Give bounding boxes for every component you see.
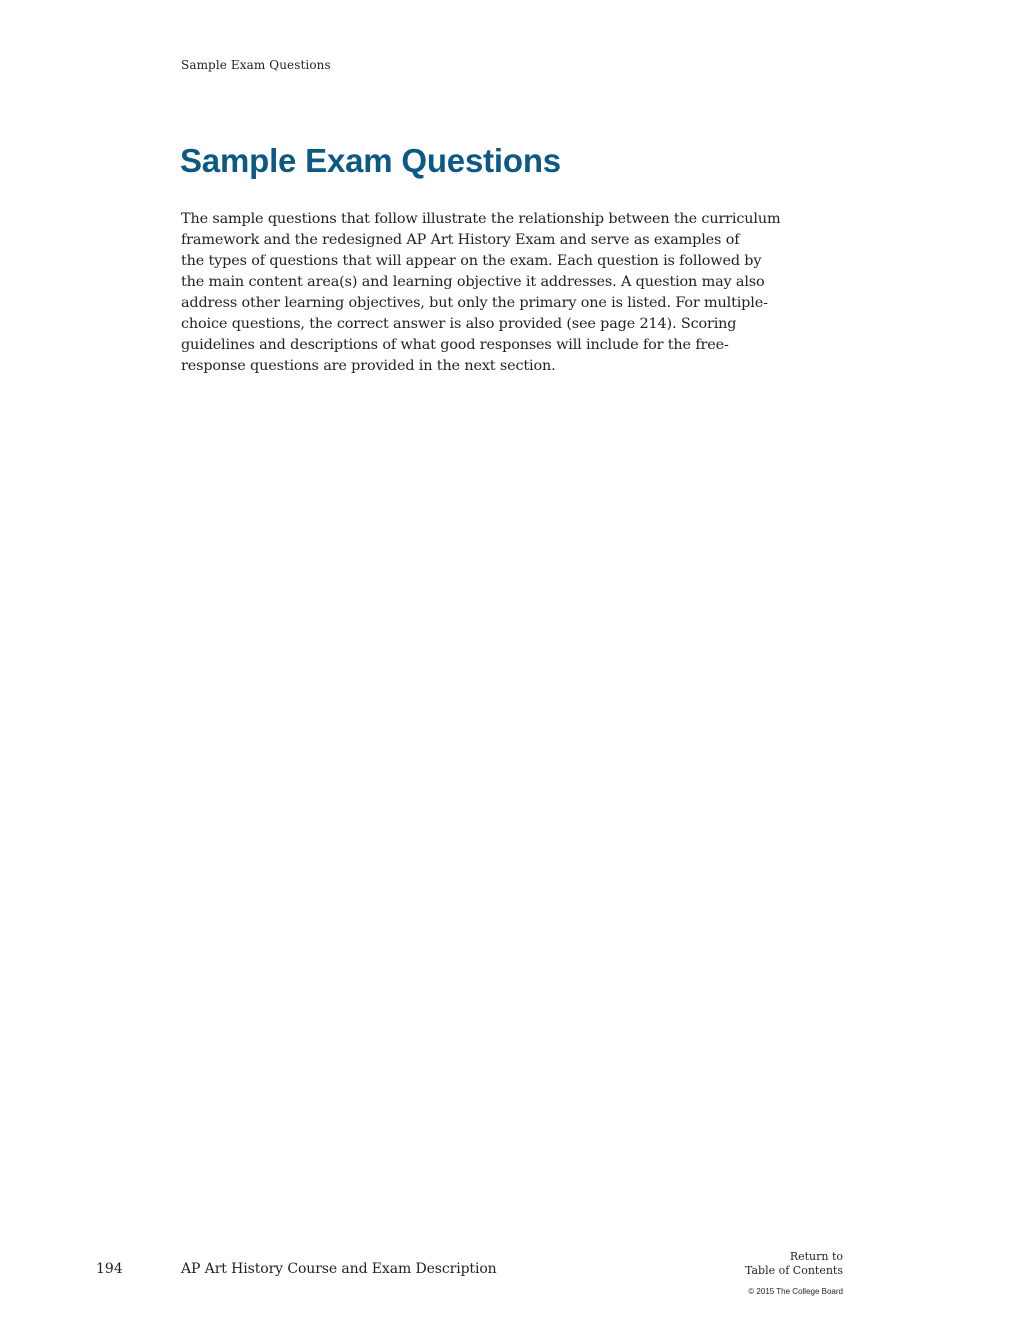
toc-link-line-1: Return to — [789, 1250, 843, 1263]
page-number: 194 — [96, 1261, 123, 1277]
return-to-toc-link[interactable] — [745, 1250, 843, 1278]
intro-line: framework and the redesigned AP Art History Exam and serve as examples of — [181, 232, 740, 248]
intro-line: The sample questions that follow illustrate the relationship between the curriculum — [181, 211, 781, 227]
intro-line: choice questions, the correct answer is also provided (see page 214). Scoring — [181, 316, 737, 332]
intro-line: the types of questions that will appear on the exam. Each question is followed by — [181, 253, 762, 269]
intro-line: the main content area(s) and learning objective it addresses. A question may also — [181, 274, 765, 290]
copyright-notice: © 2015 The College Board — [748, 1287, 843, 1296]
footer-document-title: AP Art History Course and Exam Description — [181, 1261, 497, 1277]
intro-line: address other learning objectives, but only the primary one is listed. For multiple- — [181, 295, 768, 311]
intro-line: response questions are provided in the next section. — [181, 358, 556, 374]
toc-link-line-2: Table of Contents — [744, 1264, 843, 1277]
running-header: Sample Exam Questions — [181, 58, 331, 72]
intro-line: guidelines and descriptions of what good responses will include for the free- — [181, 337, 729, 353]
intro-paragraph — [181, 209, 851, 377]
page-title: Sample Exam Questions — [180, 142, 561, 179]
